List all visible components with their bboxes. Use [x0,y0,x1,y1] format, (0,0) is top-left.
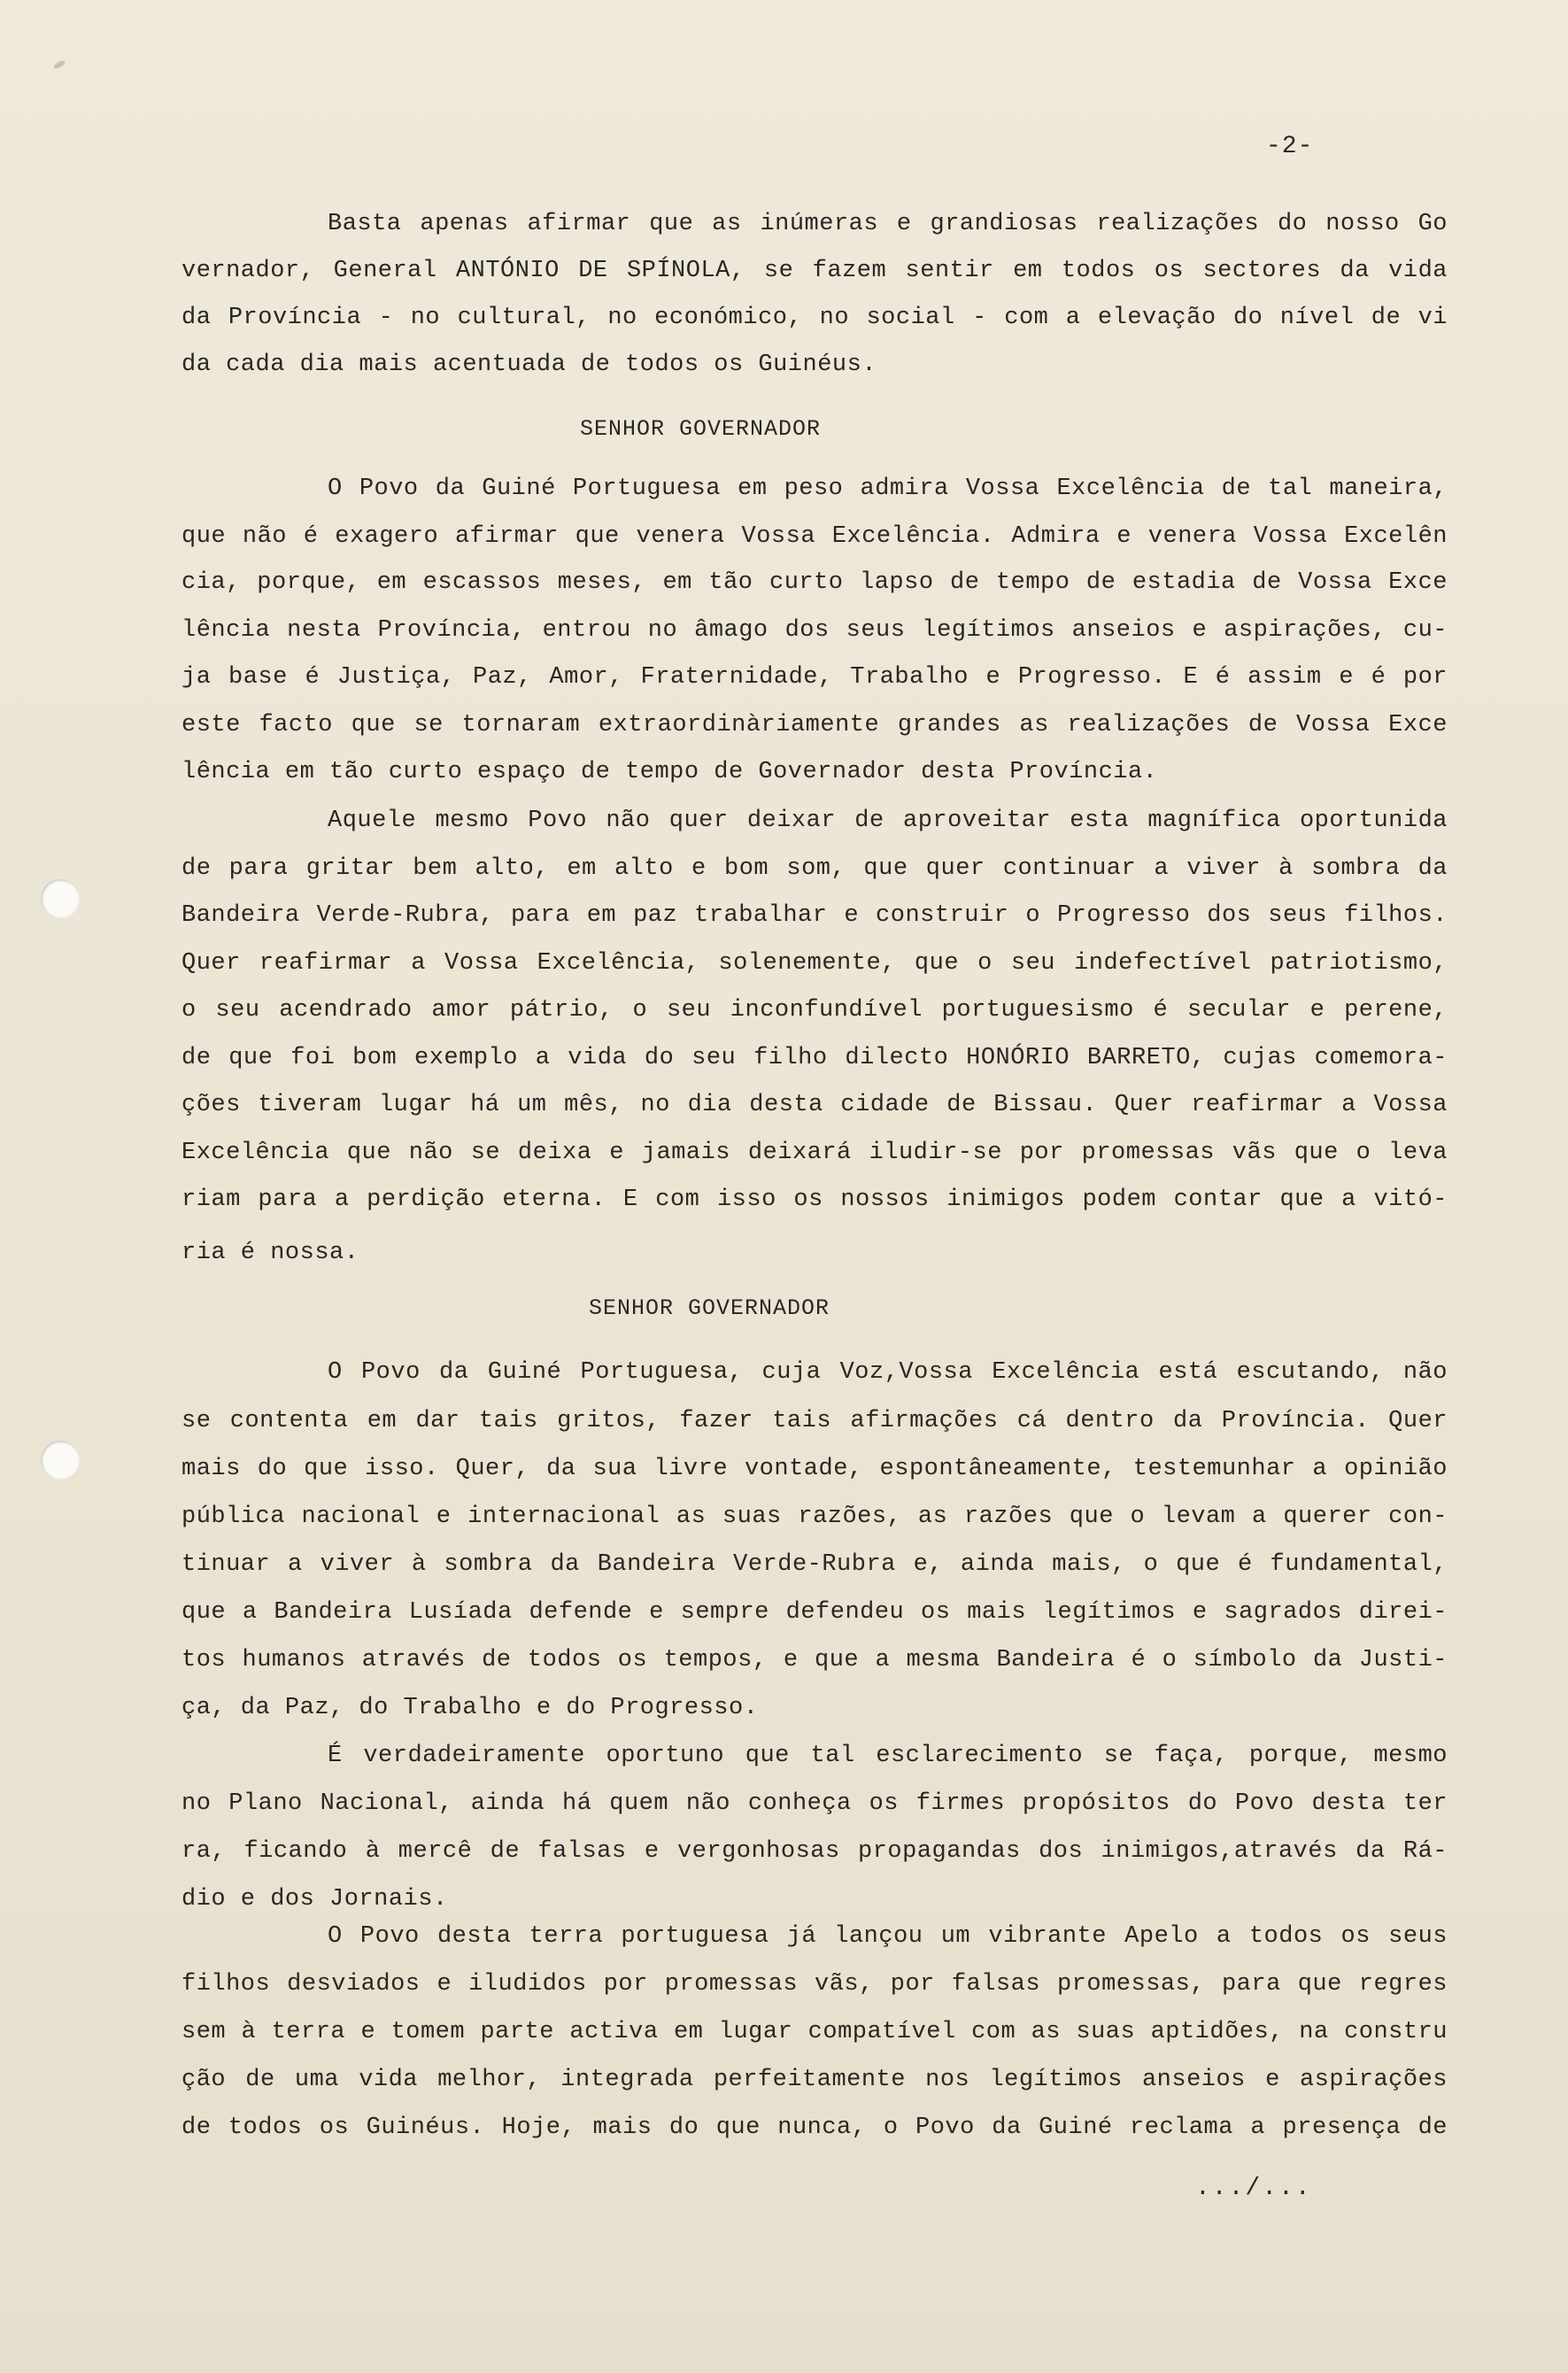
continuation-marker: .../... [1195,2175,1312,2202]
text-line: Bandeira Verde-Rubra, para em paz trabalhar e construir o Progresso dos seus filhos. [182,902,1448,929]
text-line: Aquele mesmo Povo não quer deixar de aproveitar esta magnífica oportunida [328,808,1448,834]
text-line: dio e dos Jornais. [182,1886,448,1913]
text-line: É verdadeiramente oportuno que tal esclarecimento se faça, porque, mesmo [328,1743,1448,1769]
text-line: filhos desviados e iludidos por promessas vãs, por falsas promessas, para que regres [182,1971,1448,1998]
text-line: Excelência que não se deixa e jamais deixará iludir-se por promessas vãs que o leva [182,1140,1448,1166]
text-line: se contenta em dar tais gritos, fazer tais afirmações cá dentro da Província. Quer [182,1408,1448,1434]
text-line: ria é nossa. [182,1240,359,1266]
text-line: sem à terra e tomem parte activa em lugar compatível com as suas aptidões, na constru [182,2019,1448,2045]
text-line: O Povo da Guiné Portuguesa, cuja Voz,Vossa Excelência está escutando, não [328,1359,1448,1386]
text-line: que a Bandeira Lusíada defende e sempre defendeu os mais legítimos e sagrados direi- [182,1599,1448,1626]
text-line: cia, porque, em escassos meses, em tão curto lapso de tempo de estadia de Vossa Exce [182,569,1448,596]
text-line: O Povo desta terra portuguesa já lançou um vibrante Apelo a todos os seus [328,1923,1448,1950]
text-line: de que foi bom exemplo a vida do seu filho dilecto HONÓRIO BARRETO, cujas comemora- [182,1045,1448,1071]
text-line: tinuar a viver à sombra da Bandeira Verde-Rubra e, ainda mais, o que é fundamental, [182,1551,1448,1578]
text-line: Basta apenas afirmar que as inúmeras e grandiosas realizações do nosso Go [328,211,1448,237]
text-line: lência em tão curto espaço de tempo de Governador desta Província. [182,759,1158,785]
text-line: riam para a perdição eterna. E com isso os nossos inimigos podem contar que a vitó- [182,1186,1448,1213]
text-line: O Povo da Guiné Portuguesa em peso admira Vossa Excelência de tal maneira, [328,475,1448,502]
text-line: no Plano Nacional, ainda há quem não conheça os firmes propósitos do Povo desta ter [182,1790,1448,1817]
text-line: tos humanos através de todos os tempos, e que a mesma Bandeira é o símbolo da Justi- [182,1647,1448,1673]
text-line: Quer reafirmar a Vossa Excelência, solenemente, que o seu indefectível patriotismo, [182,950,1448,977]
text-line: de todos os Guinéus. Hoje, mais do que nunca, o Povo da Guiné reclama a presença de [182,2114,1448,2141]
page-number: -2- [1266,133,1314,160]
text-line: este facto que se tornaram extraordinàriamente grandes as realizações de Vossa Exce [182,712,1448,738]
section-heading: SENHOR GOVERNADOR [580,416,822,442]
ink-mark [52,59,66,70]
text-line: ça, da Paz, do Trabalho e do Progresso. [182,1695,759,1721]
text-line: pública nacional e internacional as suas razões, as razões que o levam a querer con- [182,1503,1448,1530]
punch-hole [41,1441,80,1480]
text-line: ções tiveram lugar há um mês, no dia desta cidade de Bissau. Quer reafirmar a Vossa [182,1092,1448,1118]
text-line: de para gritar bem alto, em alto e bom som, que quer continuar a viver à sombra da [182,855,1448,882]
text-line: vernador, General ANTÓNIO DE SPÍNOLA, se fazem sentir em todos os sectores da vida [182,258,1448,284]
section-heading: SENHOR GOVERNADOR [589,1295,830,1321]
text-line: o seu acendrado amor pátrio, o seu inconfundível portuguesismo é secular e perene, [182,997,1448,1024]
text-line: ra, ficando à mercê de falsas e vergonhosas propagandas dos inimigos,através da Rá- [182,1838,1448,1865]
text-line: ção de uma vida melhor, integrada perfeitamente nos legítimos anseios e aspirações [182,2067,1448,2093]
text-line: que não é exagero afirmar que venera Vossa Excelência. Admira e venera Vossa Excelên [182,523,1448,550]
text-line: da Província - no cultural, no económico, no social - com a elevação do nível de vi [182,305,1448,331]
text-line: lência nesta Província, entrou no âmago dos seus legítimos anseios e aspirações, cu- [182,617,1448,644]
text-line: ja base é Justiça, Paz, Amor, Fraternidade, Trabalho e Progresso. E é assim e é por [182,664,1448,691]
text-line: da cada dia mais acentuada de todos os Guinéus. [182,352,877,378]
text-line: mais do que isso. Quer, da sua livre vontade, espontâneamente, testemunhar a opinião [182,1456,1448,1482]
punch-hole [41,879,80,918]
